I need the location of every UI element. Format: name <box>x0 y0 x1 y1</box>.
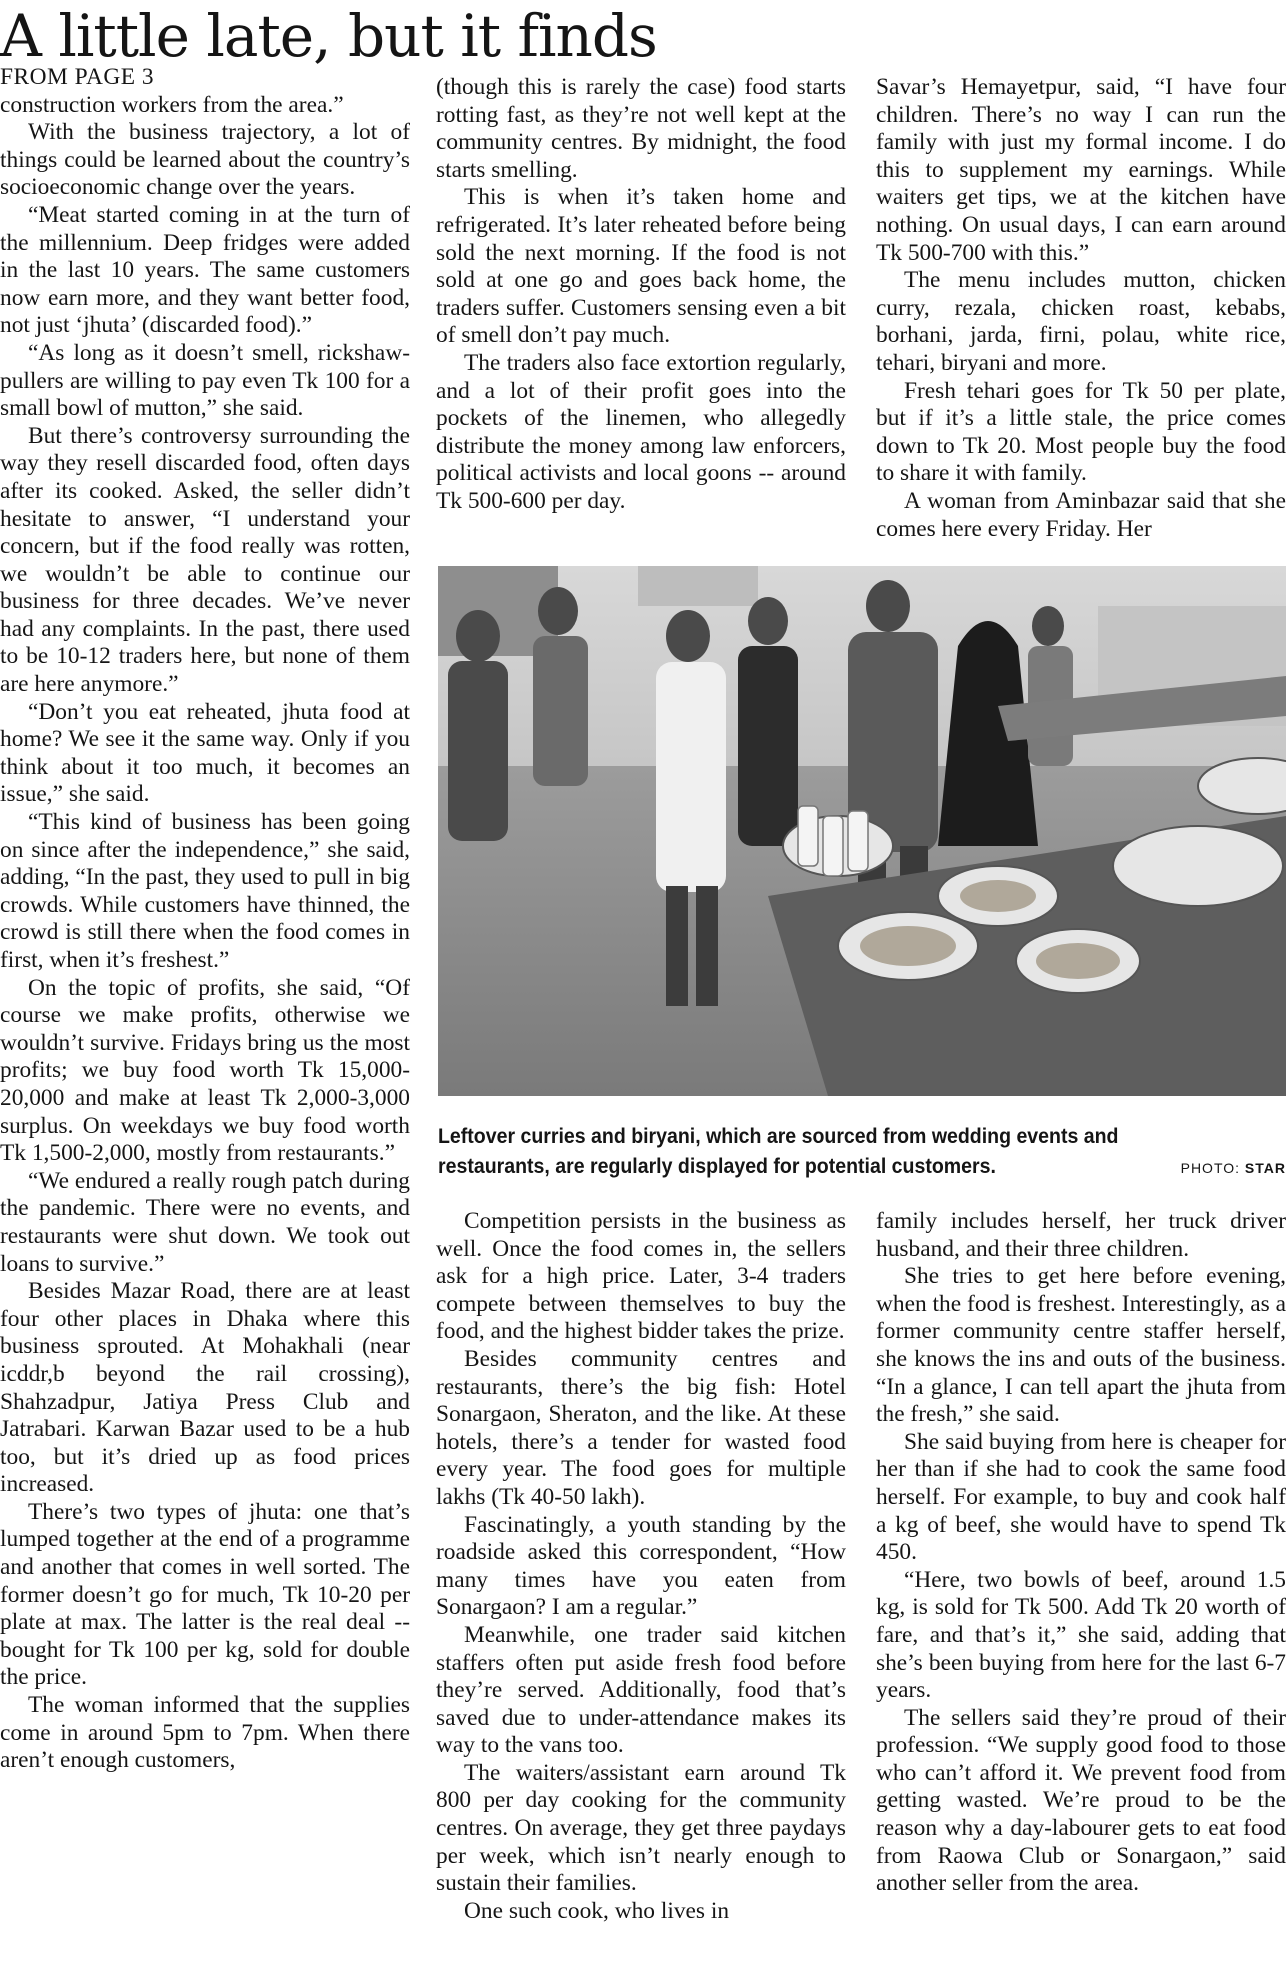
paragraph: Besides community centres and restaurants, there’s the big fish: Hotel Sonargaon, Sheraton, and the like. At these hotels, there’s a tender for wasted food every year. The food goes for multiple lakhs (Tk 40-50 lakh). <box>436 1345 846 1510</box>
paragraph: She said buying from here is cheaper for her than if she had to cook the same food herself. For example, to buy and cook half a kg of beef, she would have to spend Tk 450. <box>876 1428 1286 1566</box>
paragraph: With the business trajectory, a lot of things could be learned about the country’s socioeconomic change over the years. <box>0 119 410 201</box>
paragraph: The menu includes mutton, chicken curry, rezala, chicken roast, kebabs, borhani, jarda, firni, polau, white rice, tehari, biryani and more. <box>876 267 1286 376</box>
column-1 <box>0 64 410 1969</box>
paragraph: “This kind of business has been going on since after the independence,” she said, adding, “In the past, they used to pull in big crowds. While customers have thinned, the crowd is still there when the food comes in first, when it’s freshest.” <box>0 809 410 973</box>
paragraph: Competition persists in the business as well. Once the food comes in, the sellers ask for a high price. Later, 3-4 traders compete between themselves to buy the food, and the highest bidder takes the prize. <box>436 1208 846 1345</box>
headline: A little late, but it finds <box>0 2 657 70</box>
paragraph: “Here, two bowls of beef, around 1.5 kg, is sold for Tk 500. Add Tk 20 worth of fare, and that’s it,” she said, adding that she’s been buying from here for the last 6-7 years. <box>876 1566 1286 1704</box>
column-2-bottom <box>436 1208 846 1969</box>
paragraph: Savar’s Hemayetpur, said, “I have four children. There’s no way I can run the family with just my formal income. I do this to supplement my earnings. While waiters get tips, we at the kitchen have nothing. On usual days, I can earn around Tk 500-700 with this.” <box>876 74 1286 266</box>
photo-credit-label: PHOTO: <box>1180 1160 1241 1176</box>
paragraph: On the topic of profits, she said, “Of course we make profits, otherwise we wouldn’t survive. Fridays bring us the most profits; we buy food worth Tk 15,000-20,000 and make at least Tk 2,000-3,000 surplus. On weekdays we buy food worth Tk 1,500-2,000, mostly from restaurants.” <box>0 974 410 1167</box>
paragraph: Meanwhile, one trader said kitchen staffers often put aside fresh food before they’re served. Additionally, food that’s saved due to under-attendance makes its way to the vans too. <box>436 1621 846 1759</box>
paragraph: “Don’t you eat reheated, jhuta food at home? We see it the same way. Only if you think about it too much, it becomes an issue,” she said. <box>0 698 410 808</box>
paragraph: Fresh tehari goes for Tk 50 per plate, but if it’s a little stale, the price comes down to Tk 20. Most people buy the food to share it with family. <box>876 377 1286 487</box>
paragraph: She tries to get here before evening, when the food is freshest. Interestingly, as a former community centre staffer herself, she knows the ins and outs of the business. “In a glance, I can tell apart the jhuta from the fresh,” she said. <box>876 1263 1286 1428</box>
photo-image <box>438 566 1286 1096</box>
photo-caption: Leftover curries and biryani, which are sourced from wedding events and restaurants, are regularly displayed for potential customers. <box>438 1125 1119 1178</box>
paragraph: construction workers from the area.” <box>0 91 344 118</box>
column-3-top <box>876 74 1286 546</box>
paragraph: This is when it’s taken home and refrigerated. It’s later reheated before being sold the next morning. If the food is not sold at one go and goes back home, the traders suffer. Customers sensing even a bit of smell don’t pay much. <box>436 184 846 349</box>
paragraph: The traders also face extortion regularly, and a lot of their profit goes into the pockets of the linemen, who allegedly distribute the money among law enforcers, political activists and local goons -- around Tk 500-600 per day. <box>436 349 846 514</box>
paragraph: The woman informed that the supplies come in around 5pm to 7pm. When there aren’t enough customers, <box>0 1692 410 1774</box>
column-3-bottom <box>876 1208 1286 1969</box>
paragraph: “Meat started coming in at the turn of the millennium. Deep fridges were added in the last 10 years. The same customers now earn more, and they want better food, not just ‘jhuta’ (discarded food).” <box>0 201 410 339</box>
photo-credit-source: STAR <box>1244 1160 1286 1176</box>
paragraph: “We endured a really rough patch during the pandemic. There were no events, and restaurants were shut down. We took out loans to survive.” <box>0 1167 410 1277</box>
photo-credit <box>1160 1160 1286 1184</box>
paragraph: (though this is rarely the case) food starts rotting fast, as they’re not well kept at the community centres. By midnight, the food starts smelling. <box>436 74 846 183</box>
paragraph: The sellers said they’re proud of their profession. “We supply good food to those who can’t afford it. We prevent food from getting wasted. We’re proud to be the reason why a day-labourer gets to eat food from Raowa Club or Sonargaon,” said another seller from the area. <box>876 1704 1286 1897</box>
paragraph: One such cook, who lives in <box>464 1897 730 1924</box>
paragraph: The waiters/assistant earn around Tk 800 per day cooking for the community centres. On average, they get three paydays per week, which isn’t nearly enough to sustain their families. <box>436 1759 846 1897</box>
paragraph: Besides Mazar Road, there are at least four other places in Dhaka where this business sprouted. At Mohakhali (near icddr,b beyond the rail crossing), Shahzadpur, Jatiya Press Club and Jatrabari. Karwan Bazar used to be a hub too, but it’s dried up as food prices increased. <box>0 1278 410 1498</box>
paragraph: family includes herself, her truck driver husband, and their three children. <box>876 1208 1286 1262</box>
paragraph: Fascinatingly, a youth standing by the roadside asked this correspondent, “How many times have you eaten from Sonargaon? I am a regular.” <box>436 1511 846 1621</box>
jump-label: FROM PAGE 3 <box>0 64 155 90</box>
market-photo <box>438 566 1286 1096</box>
paragraph: “As long as it doesn’t smell, rickshaw-pullers are willing to pay even Tk 100 for a small bowl of mutton,” she said. <box>0 339 410 422</box>
paragraph: A woman from Aminbazar said that she comes here every Friday. Her <box>876 487 1286 542</box>
paragraph: But there’s controversy surrounding the way they resell discarded food, often days after its cooked. Asked, the seller didn’t hesitate to answer, “I understand your concern, but if the food really was rotten, we wouldn’t be able to continue our business for three decades. We’ve never had any complaints. In the past, there used to be 10-12 traders here, but none of them are here anymore.” <box>0 422 410 698</box>
column-2-top <box>436 74 846 546</box>
paragraph: There’s two types of jhuta: one that’s lumped together at the end of a programme and another that comes in well sorted. The former doesn’t go for much, Tk 10-20 per plate at max. The latter is the real deal -- bought for Tk 100 per kg, sold for double the price. <box>0 1498 410 1691</box>
